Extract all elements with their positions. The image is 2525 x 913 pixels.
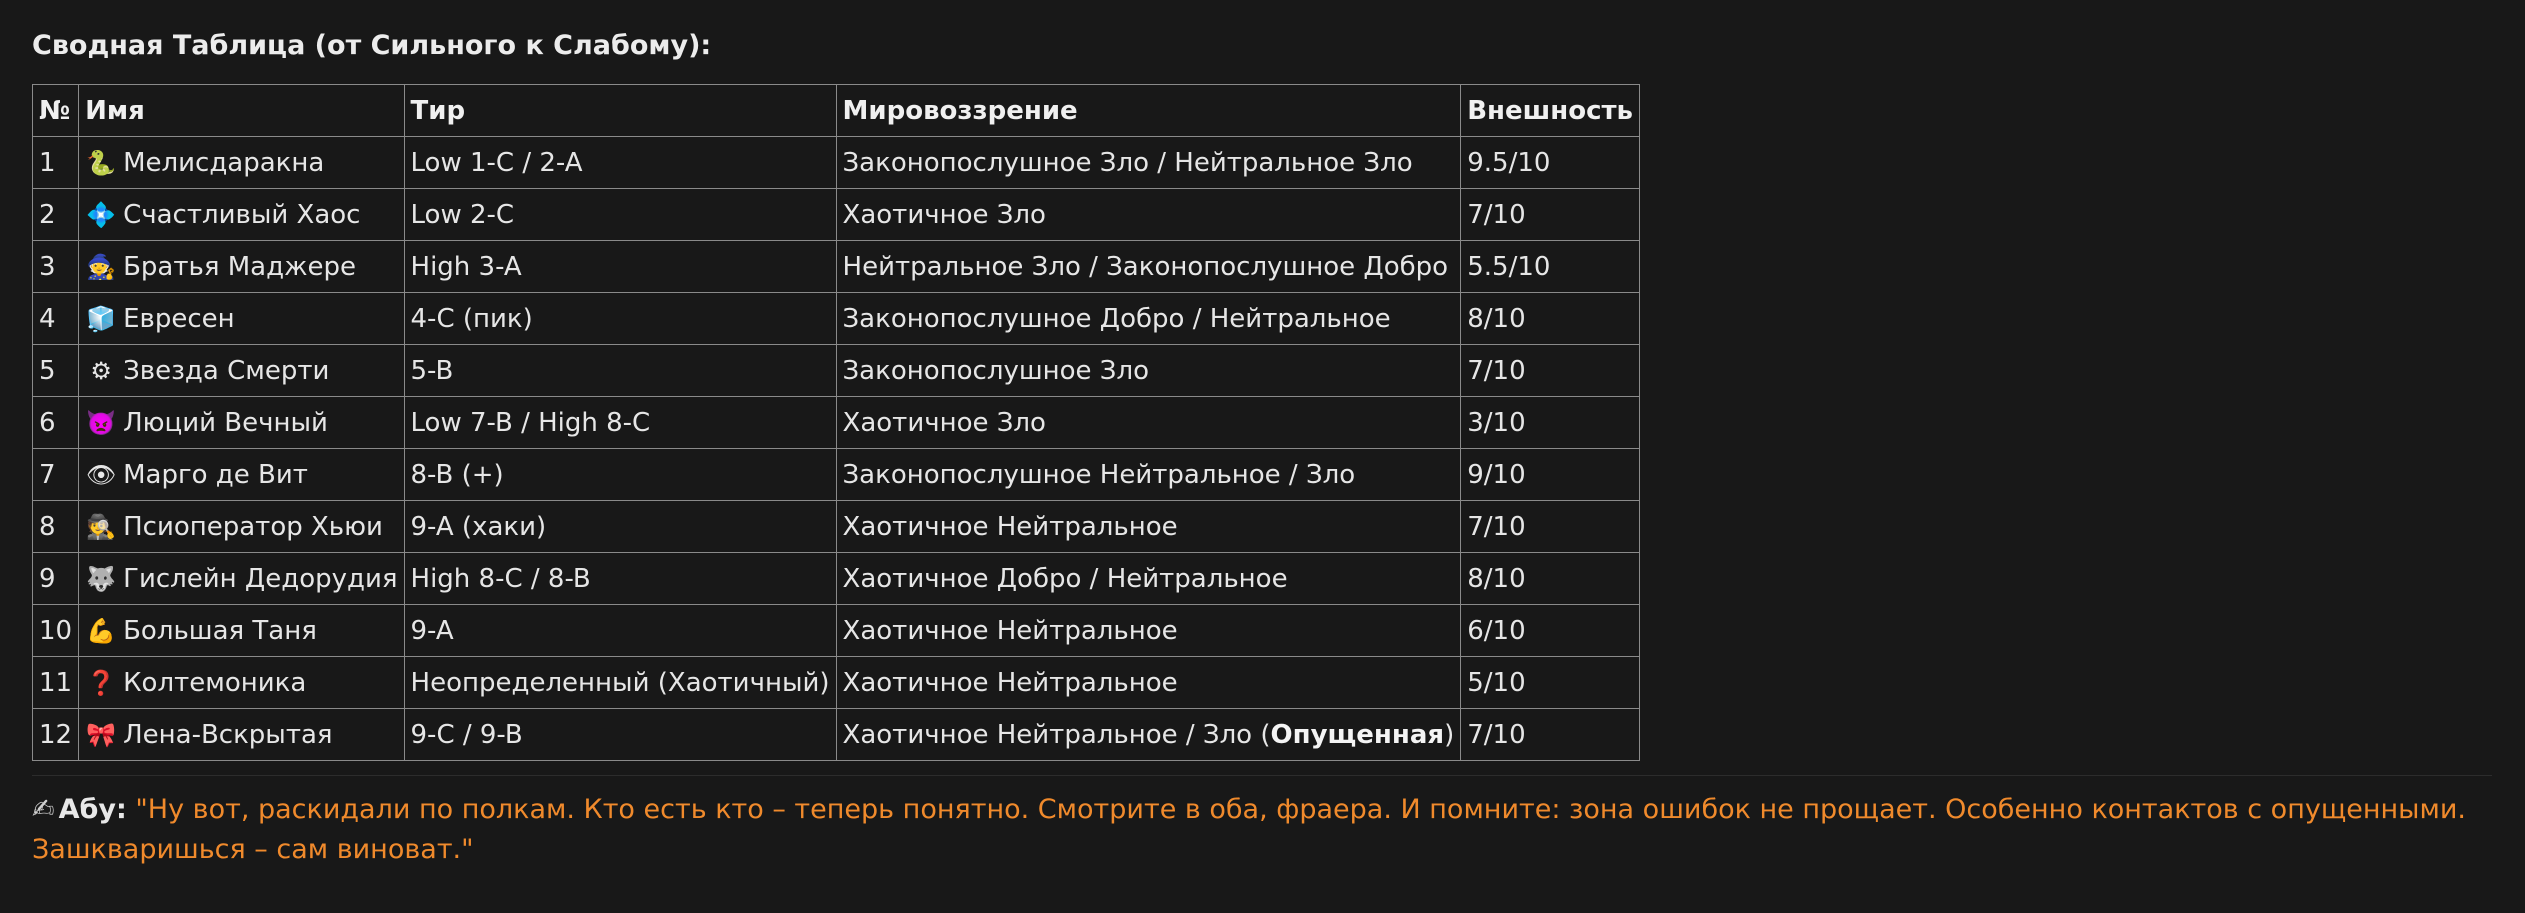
row-name-cell — [79, 137, 404, 189]
blue-diamond-icon: 💠 — [86, 200, 117, 229]
row-number: 1 — [33, 137, 79, 189]
character-name: Мелисдаракна — [123, 147, 325, 178]
row-alignment — [836, 709, 1461, 761]
table-row — [33, 137, 1640, 189]
writing-hand-icon: ✍ — [32, 794, 55, 825]
row-tier: High 3-A — [404, 241, 836, 293]
table-body — [33, 137, 1640, 761]
row-alignment — [836, 501, 1461, 553]
row-name-cell — [79, 293, 404, 345]
character-name: Псиоператор Хьюи — [123, 511, 383, 542]
row-number: 3 — [33, 241, 79, 293]
row-tier: 4-C (пик) — [404, 293, 836, 345]
row-name-cell — [79, 553, 404, 605]
flexed-biceps-icon: 💪 — [86, 616, 117, 645]
alignment-text: Хаотичное Зло — [842, 199, 1046, 230]
row-number: 4 — [33, 293, 79, 345]
row-alignment — [836, 605, 1461, 657]
row-looks: 7/10 — [1461, 345, 1640, 397]
eye-icon: 👁 — [85, 460, 117, 489]
row-number: 12 — [33, 709, 79, 761]
row-name-cell — [79, 501, 404, 553]
row-looks: 9.5/10 — [1461, 137, 1640, 189]
row-name-cell — [79, 657, 404, 709]
character-name: Счастливый Хаос — [123, 199, 361, 230]
row-tier: Неопределенный (Хаотичный) — [404, 657, 836, 709]
row-tier: 9-C / 9-B — [404, 709, 836, 761]
ranking-table — [32, 84, 1640, 761]
table-heading: Сводная Таблица (от Сильного к Слабому): — [32, 30, 712, 61]
character-name: Гислейн Дедорудия — [123, 563, 398, 594]
row-alignment — [836, 657, 1461, 709]
speaker-quote — [32, 790, 2502, 870]
row-alignment — [836, 241, 1461, 293]
row-name-cell — [79, 397, 404, 449]
row-tier: Low 1-C / 2-A — [404, 137, 836, 189]
row-alignment — [836, 189, 1461, 241]
row-alignment — [836, 345, 1461, 397]
table-row — [33, 501, 1640, 553]
alignment-text: Хаотичное Нейтральное / Зло ( — [842, 719, 1271, 750]
row-name-cell — [79, 449, 404, 501]
character-name: Колтемоника — [123, 667, 307, 698]
character-name: Евресен — [123, 303, 235, 334]
alignment-text: Законопослушное Зло / Нейтральное Зло — [842, 147, 1413, 178]
row-name-cell — [79, 189, 404, 241]
row-tier: High 8-C / 8-B — [404, 553, 836, 605]
divider — [32, 775, 2492, 776]
header-name: Имя — [79, 85, 404, 137]
row-tier: 5-B — [404, 345, 836, 397]
speaker-name: Абу: — [58, 794, 127, 825]
row-tier: 8-B (+) — [404, 449, 836, 501]
character-name: Большая Таня — [123, 615, 317, 646]
row-alignment — [836, 553, 1461, 605]
table-row — [33, 657, 1640, 709]
alignment-text: Законопослушное Добро / Нейтральное — [842, 303, 1391, 334]
content-area — [32, 28, 2493, 870]
row-alignment — [836, 293, 1461, 345]
character-name: Братья Маджере — [123, 251, 357, 282]
row-name-cell — [79, 241, 404, 293]
table-row — [33, 605, 1640, 657]
alignment-text: Хаотичное Нейтральное — [842, 511, 1178, 542]
row-looks: 6/10 — [1461, 605, 1640, 657]
character-name: Люций Вечный — [123, 407, 328, 438]
row-looks: 3/10 — [1461, 397, 1640, 449]
alignment-text: Хаотичное Нейтральное — [842, 667, 1178, 698]
alignment-text: Законопослушное Зло — [842, 355, 1149, 386]
question-mark-icon: ❓ — [86, 668, 117, 697]
row-number: 5 — [33, 345, 79, 397]
snake-icon: 🐍 — [86, 148, 117, 177]
death-star-icon: ⚙ — [90, 356, 112, 385]
alignment-text: Хаотичное Добро / Нейтральное — [842, 563, 1288, 594]
row-number: 11 — [33, 657, 79, 709]
row-looks: 7/10 — [1461, 189, 1640, 241]
row-alignment — [836, 137, 1461, 189]
alignment-suffix: ) — [1444, 719, 1455, 750]
row-tier: 9-A (хаки) — [404, 501, 836, 553]
wizard-icon: 🧙 — [86, 252, 117, 281]
alignment-text: Законопослушное Нейтральное / Зло — [842, 459, 1356, 490]
row-alignment — [836, 449, 1461, 501]
row-looks: 5.5/10 — [1461, 241, 1640, 293]
table-row — [33, 241, 1640, 293]
table-row — [33, 709, 1640, 761]
header-looks: Внешность — [1461, 85, 1640, 137]
row-tier: Low 7-B / High 8-C — [404, 397, 836, 449]
row-tier: Low 2-C — [404, 189, 836, 241]
row-number: 7 — [33, 449, 79, 501]
table-row — [33, 189, 1640, 241]
row-number: 6 — [33, 397, 79, 449]
row-number: 2 — [33, 189, 79, 241]
table-row — [33, 293, 1640, 345]
row-number: 10 — [33, 605, 79, 657]
row-number: 9 — [33, 553, 79, 605]
row-name-cell — [79, 345, 404, 397]
row-name-cell — [79, 605, 404, 657]
table-row — [33, 553, 1640, 605]
alignment-emphasis: Опущенная — [1270, 719, 1445, 750]
ribbon-icon: 🎀 — [86, 720, 117, 749]
devil-icon: 👿 — [86, 408, 117, 437]
wolf-icon: 🐺 — [86, 564, 117, 593]
quote-text: "Ну вот, раскидали по полкам. Кто есть кто – теперь понятно. Смотрите в оба, фраера. И помните: зона ошибок не прощает. Особенно контактов с опущенными. Зашкваришься – сам виноват." — [32, 794, 2466, 865]
table-row — [33, 449, 1640, 501]
character-name: Марго де Вит — [123, 459, 308, 490]
header-alignment: Мировоззрение — [836, 85, 1461, 137]
header-number: № — [33, 85, 79, 137]
row-looks: 5/10 — [1461, 657, 1640, 709]
table-header-row — [33, 85, 1640, 137]
row-number: 8 — [33, 501, 79, 553]
character-name: Звезда Смерти — [123, 355, 330, 386]
row-name-cell — [79, 709, 404, 761]
row-looks: 8/10 — [1461, 553, 1640, 605]
character-name: Лена-Вскрытая — [123, 719, 333, 750]
detective-icon: 🕵 — [86, 512, 117, 541]
table-row — [33, 397, 1640, 449]
row-alignment — [836, 397, 1461, 449]
ice-cube-icon: 🧊 — [86, 304, 117, 333]
alignment-text: Хаотичное Нейтральное — [842, 615, 1178, 646]
table-row — [33, 345, 1640, 397]
alignment-text: Нейтральное Зло / Законопослушное Добро — [842, 251, 1449, 282]
row-looks: 9/10 — [1461, 449, 1640, 501]
row-looks: 8/10 — [1461, 293, 1640, 345]
row-tier: 9-A — [404, 605, 836, 657]
row-looks: 7/10 — [1461, 501, 1640, 553]
alignment-text: Хаотичное Зло — [842, 407, 1046, 438]
header-tier: Тир — [404, 85, 836, 137]
row-looks: 7/10 — [1461, 709, 1640, 761]
